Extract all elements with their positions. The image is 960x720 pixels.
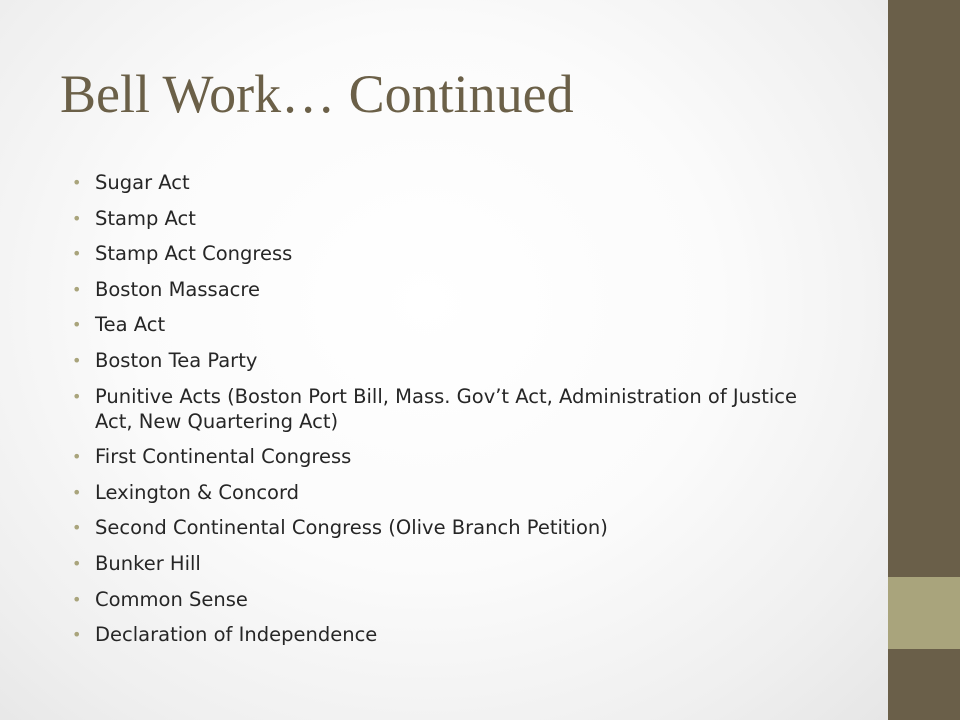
bullet-icon: • — [72, 625, 82, 645]
list-item-text: Punitive Acts (Boston Port Bill, Mass. Gov’t Act, Administration of Justice Act, New Quartering Act) — [95, 384, 797, 433]
list-item — [72, 277, 832, 302]
side-decor-bar — [888, 0, 960, 720]
list-item-text: Declaration of Independence — [95, 623, 378, 647]
list-item — [72, 312, 832, 337]
side-decor-accent — [888, 577, 960, 649]
list-item — [72, 515, 832, 540]
bullet-icon: • — [72, 279, 82, 299]
list-item — [72, 348, 832, 373]
bullet-icon: • — [72, 553, 82, 573]
bullet-icon: • — [72, 244, 82, 264]
slide-title: Bell Work… Continued — [60, 64, 574, 124]
list-item-text: Lexington & Concord — [95, 480, 300, 504]
list-item-text: Stamp Act Congress — [95, 242, 293, 266]
list-item-text: First Continental Congress — [95, 445, 352, 469]
bullet-icon: • — [72, 589, 82, 609]
list-item — [72, 170, 832, 195]
list-item-text: Second Continental Congress (Olive Branch Petition) — [95, 516, 608, 540]
list-item — [72, 444, 832, 469]
list-item-text: Boston Massacre — [95, 277, 260, 301]
list-item — [72, 587, 832, 612]
bullet-icon: • — [72, 315, 82, 335]
list-item-text: Bunker Hill — [95, 551, 201, 575]
bullet-list — [72, 170, 832, 658]
bullet-icon: • — [72, 447, 82, 467]
bullet-icon: • — [72, 386, 82, 406]
bullet-icon: • — [72, 208, 82, 228]
list-item — [72, 206, 832, 231]
bullet-icon: • — [72, 482, 82, 502]
bullet-icon: • — [72, 518, 82, 538]
bullet-icon: • — [72, 173, 82, 192]
bullet-icon: • — [72, 350, 82, 370]
list-item-text: Stamp Act — [95, 206, 196, 230]
list-item — [72, 384, 832, 434]
list-item — [72, 551, 832, 576]
list-item — [72, 241, 832, 266]
list-item-text: Boston Tea Party — [95, 348, 258, 372]
list-item-text: Tea Act — [95, 313, 166, 337]
list-item — [72, 480, 832, 505]
list-item-text: Common Sense — [95, 587, 248, 611]
list-item-text: Sugar Act — [95, 171, 190, 194]
list-item — [72, 622, 832, 647]
